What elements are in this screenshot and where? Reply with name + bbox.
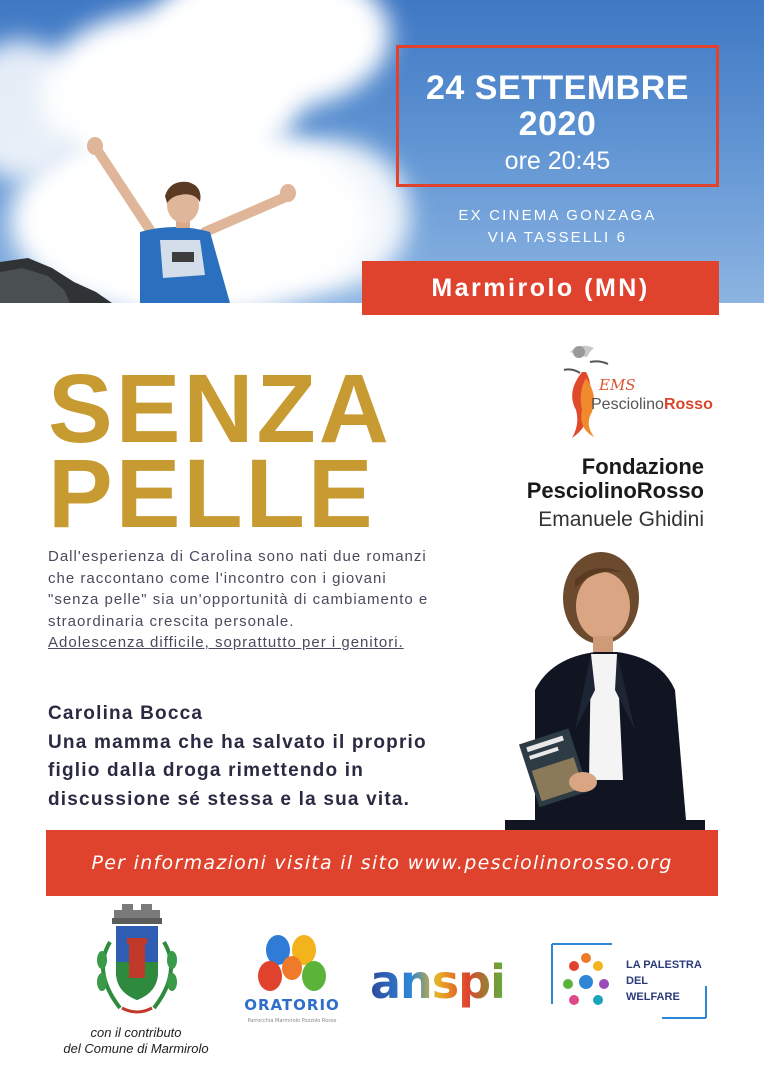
foundation-name-line1: Fondazione	[581, 454, 704, 479]
foundation-name-line3: Emanuele Ghidini	[538, 508, 704, 531]
oratorio-label: ORATORIO	[244, 996, 340, 1014]
city-banner: Marmirolo (MN)	[362, 261, 719, 315]
description-tagline: Adolescenza difficile, soprattutto per i genitori.	[48, 634, 404, 651]
author-statement	[48, 700, 518, 814]
event-date: 24 SETTEMBRE	[426, 69, 689, 107]
credit-line-2: del Comune di Marmirolo	[63, 1041, 209, 1056]
foundation-logo-initials: EMS	[599, 376, 636, 394]
description-line: Dall'esperienza di Carolina sono nati due romanzi	[48, 548, 427, 565]
statement-line: discussione sé stessa e la sua vita.	[48, 788, 411, 810]
anspi-label: anspi	[370, 956, 505, 1008]
info-banner: Per informazioni visita il sito www.pesciolinorosso.org	[46, 830, 718, 896]
event-year: 2020	[518, 105, 597, 143]
foundation-logo-wordmark	[591, 396, 713, 414]
title-line-2: PELLE	[48, 439, 376, 548]
oratorio-sub: Parrocchia Marmirolo Pozzolo Rosso	[247, 1018, 337, 1024]
foundation-name-line2: PesciolinoRosso	[526, 478, 704, 503]
hero-image	[0, 0, 764, 303]
statement-line: Una mamma che ha salvato il proprio	[48, 731, 427, 753]
venue-name: EX CINEMA GONZAGA	[458, 207, 657, 224]
anspi-logo	[368, 956, 526, 1008]
author-name: Carolina Bocca	[48, 703, 204, 724]
event-time: ore 20:45	[504, 147, 611, 175]
palestra-welfare-logo	[550, 942, 710, 1022]
oratorio-logo	[234, 928, 350, 1026]
palestra-line3: WELFARE	[626, 991, 680, 1003]
event-description	[48, 546, 518, 654]
title-line-1: SENZA	[48, 354, 392, 463]
palestra-line2: DEL	[626, 975, 648, 987]
description-line: straordinaria crescita personale.	[48, 612, 295, 630]
description-line: che raccontano come l'incontro con i giovani	[48, 569, 387, 587]
event-date-box	[396, 45, 719, 187]
venue-address: VIA TASSELLI 6	[487, 229, 628, 246]
logo-word-rosso: Rosso	[663, 396, 713, 413]
statement-line: figlio dalla droga rimettendo in	[48, 760, 365, 781]
credit-line-1: con il contributo	[90, 1025, 182, 1040]
palestra-line1: LA PALESTRA	[626, 959, 702, 971]
logo-word-pesciolino: Pesciolino	[591, 396, 664, 413]
author-portrait	[505, 540, 705, 832]
description-line: "senza pelle" sia un'opportunità di cambiamento e	[48, 591, 429, 608]
comune-crest-icon	[84, 902, 190, 1022]
